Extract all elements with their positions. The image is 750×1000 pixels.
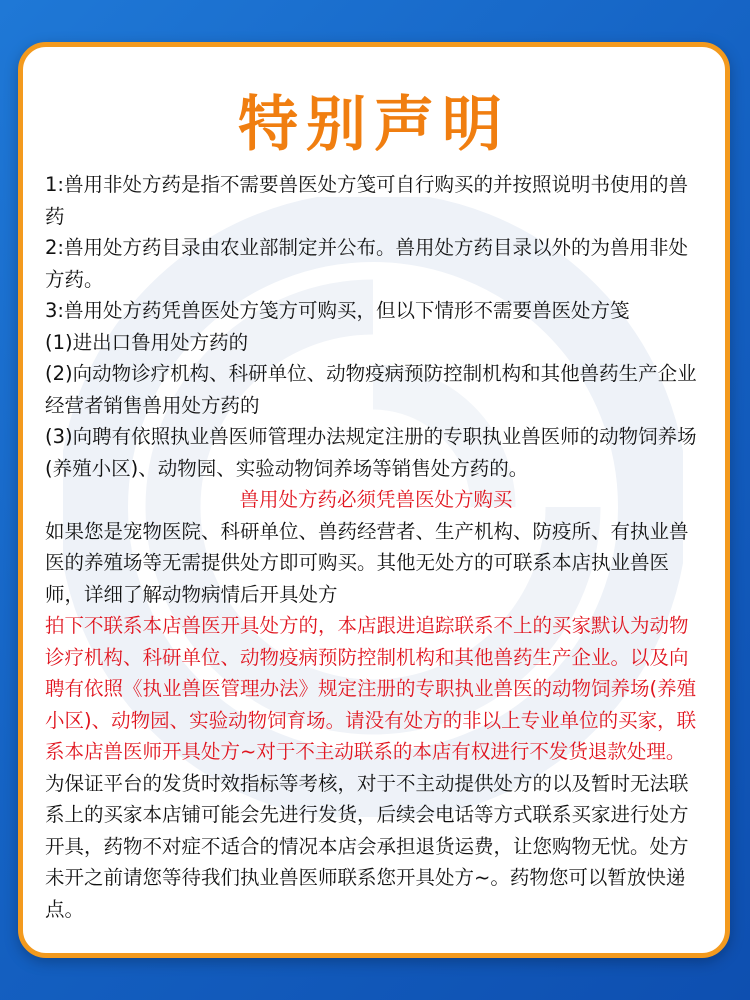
eligible-buyers-paragraph: 如果您是宠物医院、科研单位、兽药经营者、生产机构、防疫所、有执业兽医的养殖场等无需提供处方即可购买。其他无处方的可联系本店执业兽医师，详细了解动物病情后开具处方 <box>45 519 689 606</box>
clause-1: 1:兽用非处方药是指不需要兽医处方笺可自行购买的并按照说明书使用的兽药 <box>45 173 688 228</box>
notice-body <box>45 169 707 925</box>
shipping-policy-paragraph: 为保证平台的发货时效指标等考核，对于不主动提供处方的以及暂时无法联系上的买家本店铺可能会先进行发货，后续会电话等方式联系买家进行处方开具，药物不对症不适合的情况本店会承担退货运费，让您购物无忧。处方未开之前请您等待我们执业兽医师联系您开具处方~。药物您可以暂放快递点。 <box>45 771 689 921</box>
page-title: 特别声明 <box>238 90 510 160</box>
prescription-required-notice: 兽用处方药必须凭兽医处方购买 <box>239 488 513 511</box>
clause-3: 3:兽用处方药凭兽医处方笺方可购买，但以下情形不需要兽医处方笺 <box>45 299 630 322</box>
clause-2: 2:兽用处方药目录由农业部制定并公布。兽用处方药目录以外的为兽用非处方药。 <box>45 236 688 291</box>
exception-3: (3)向聘有依照执业兽医师管理办法规定注册的专职执业兽医师的动物饲养场(养殖小区)、动物园、实验动物饲养场等销售处方药的。 <box>45 425 697 480</box>
notice-card <box>18 42 730 958</box>
exception-1: (1)进出口鲁用处方药的 <box>45 330 249 354</box>
warning-paragraph: 拍下不联系本店兽医开具处方的，本店跟进追踪联系不上的买家默认为动物诊疗机构、科研单位、动物疫病预防控制机构和其他兽药生产企业。以及向聘有依照《执业兽医管理办法》规定注册的专职执业兽医的动物饲养场(养殖小区)、动物园、实验动物饲育场。请没有处方的非以上专业单位的买家，联系本店兽医师开具处方~对于不主动联系的本店有权进行不发货退款处理。 <box>45 614 697 763</box>
exception-2: (2)向动物诊疗机构、科研单位、动物疫病预防控制机构和其他兽药生产企业经营者销售兽用处方药的 <box>45 362 697 417</box>
